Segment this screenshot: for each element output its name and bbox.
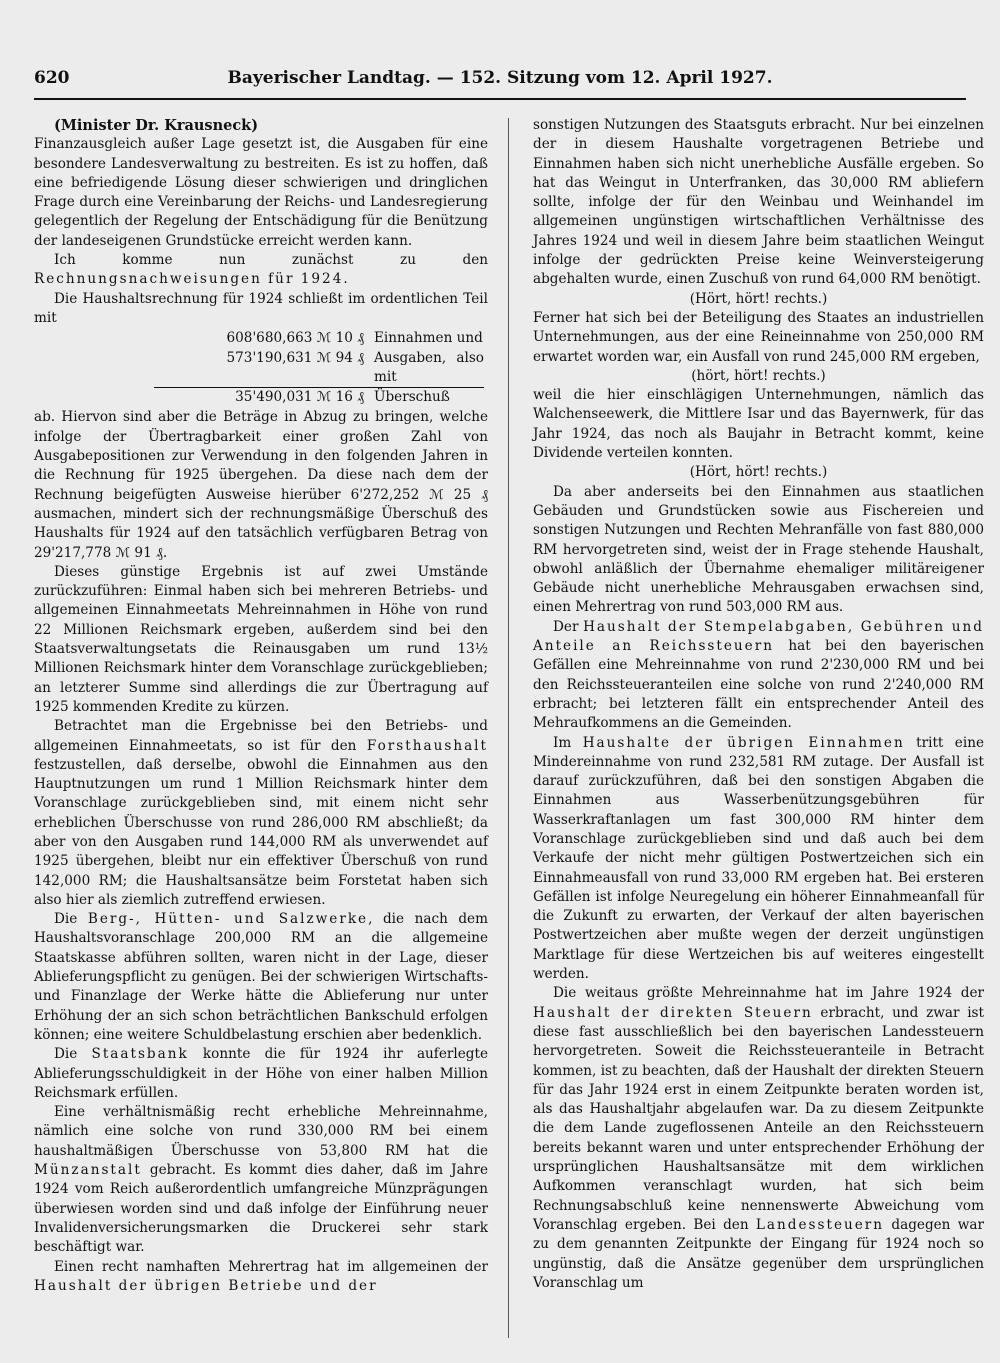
fin-label: Ausgaben, also mit <box>374 349 484 385</box>
spaced-heading: Haushalt der übrigen Betriebe und der <box>34 1277 378 1294</box>
fin-amount: 35'490,031 ℳ 16 ₰ <box>235 389 364 406</box>
fin-row <box>154 388 484 407</box>
paragraph <box>34 1258 488 1297</box>
text-run: Ich komme nun zunächst zu den <box>54 252 488 269</box>
page-number: 620 <box>34 68 70 88</box>
text-run: Der <box>553 618 584 635</box>
paragraph <box>34 1045 488 1103</box>
text-run: Die <box>54 911 88 928</box>
text-run: tritt eine Mindereinnahme von rund 232,581 RM zutage. Der Ausfall ist darauf zurückzuführen, daß bei den sonstigen Abgaben die Einnahmen aus Wasserbenützungsgebühren für Wasserkraftanlagen um fast 300,000 RM hinter dem Voranschlage zurückgeblieben sind und daß auch bei dem Verkaufe der nicht mehr gültigen Postwertzeichen sich ein Einnahmeausfall von rund 33,000 RM ergeben hat. Bei ersteren Gefällen ist infolge Neuregelung ein höherer Einnahmeanfall für die Zukunft zu erwarten, der Verkauf der alten bayerischen Postwertzeichen aber mußte wegen der derzeit ungünstigen Marktlage für diese Wertzeichen bis auf weiteres eingestellt werden. <box>533 734 984 983</box>
text-run: Betrachtet man die Ergebnisse bei den Betriebs- und allgemeinen Einnahmeetats, so ist für den <box>34 718 488 754</box>
header-title: Bayerischer Landtag. — 152. Sitzung vom 12. April 1927. <box>227 68 773 88</box>
text-run: gebracht. Es kommt dies daher, daß im Jahre 1924 vom Reich außerordentlich umfangreiche Münzprägungen überwiesen worden sind und daß infolge der Einführung neuer Invalidenversicherungsmarken die Druckerei sehr stark beschäftigt war. <box>34 1162 488 1256</box>
paragraph: Dieses günstige Ergebnis ist auf zwei Umstände zurückzuführen: Einmal haben sich bei mehreren Betriebs- und allgemeinen Einnahmeetats Mehreinnahmen in Höhe von rund 22 Millionen Reichsmark ergeben, außerdem sind bei den Staatsverwaltungsetats die Reinausgaben um rund 13½ Millionen Reichsmark hinter dem Voranschlage zurückgeblieben; an letzterer Summe sind allerdings die zur Übertragung auf 1925 kommenden Kredite zu kürzen. <box>34 563 488 715</box>
fin-row <box>154 349 484 389</box>
fin-label: Überschuß <box>374 389 450 406</box>
paragraph <box>34 910 488 1045</box>
spaced-heading: Münzanstalt <box>34 1162 142 1179</box>
spaced-heading: Haushalt der direkten Steuern <box>533 1004 813 1021</box>
text-run: Eine verhältnismäßig recht erhebliche Mehreinnahme, nämlich eine solche von rund 330,000 RM bei einem haushaltmäßigen Überschusse von 53,800 RM hat die <box>34 1104 488 1159</box>
fin-label: Einnahmen und <box>374 330 483 347</box>
paragraph <box>34 717 488 910</box>
paragraph: Die Haushaltsrechnung für 1924 schließt im ordentlichen Teil mit <box>34 290 488 326</box>
interjection: (Hört, hört! rechts.) <box>689 290 828 307</box>
right-column <box>533 116 984 1293</box>
text-run: hat bei den bayerischen Gefällen eine Mehreinnahme von rund 2'230,000 RM und bei den Reichssteueranteilen eine solche von rund 2'240,000 RM erbracht; bei letzteren fällt ein entsprechender Anteil des Mehraufkommens an die Gemeinden. <box>533 638 984 732</box>
paragraph <box>34 1103 488 1257</box>
fin-row <box>154 329 484 348</box>
paragraph <box>34 251 488 290</box>
text-run: konnte die für 1924 ihr auferlegte Ablieferungsschuldigkeit in der Höhe von einer halben Million Reichsmark erfüllen. <box>34 1046 488 1101</box>
text-run: erbracht, und zwar ist diese fast ausschließlich bei den bayerischen Landessteuern hervorgetreten. Soweit die Reichssteueranteile in Betracht kommen, ist zu beachten, daß der Haushalt der direkten Steuern für das Jahr 1924 erst in einem Zeitpunkte beraten worden ist, als das Haushaltjahr abgelaufen war. Da zu diesem Zeitpunkte die dem Lande zugeflossenen Anteile an den Reichssteuern bereits bekannt waren und unter entsprechender Erhöhung der ursprünglichen Haushaltsansätze mit dem wirklichen Aufkommen veranschlagt wurden, hat sich beim Rechnungsabschluß keine nennenswerte Abweichung vom Voranschlag ergeben. Bei den <box>533 1004 984 1233</box>
paragraph <box>533 984 984 1293</box>
text-run: Die weitaus größte Mehreinnahme hat im Jahre 1924 der <box>553 985 984 1002</box>
spaced-heading: Rechnungsnachweisungen für 1924. <box>34 271 350 288</box>
fin-amount: 608'680,663 ℳ 10 ₰ <box>226 330 364 347</box>
spaced-heading: Haushalte der übrigen Einnahmen <box>582 734 905 751</box>
text-run: , die nach dem Haushaltsvoranschlage 200,000 RM an die allgemeine Staatskasse abführen sollten, waren nicht in der Lage, dieser Ablieferungspflicht zu genügen. Bei der schwierigen Wirtschafts- und Finanzlage der Werke hätte die Ablieferung nur unter Erhöhung der an sich schon beträchtlichen Bankschuld erfolgen können; eine weitere Schuldbelastung erschien aber bedenklich. <box>34 911 488 1043</box>
spaced-heading: Haushalt der Stempelabgaben, Gebühren und Anteile an Reichssteuern <box>533 618 984 655</box>
paragraph <box>533 734 984 985</box>
paragraph: Finanzausgleich außer Lage gesetzt ist, die Ausgaben für eine besondere Landesverwaltung zu bestreiten. Es ist zu hoffen, daß eine befriedigende Lösung dieser schwierigen und dringlichen Frage durch eine Vereinbarung der Reichs- und Landesregierung gelegentlich der Regelung der Entschädigung für die Benützung der landeseigenen Grundstücke erreicht werden kann. <box>34 136 488 249</box>
paragraph: Da aber anderseits bei den Einnahmen aus staatlichen Gebäuden und Grundstücken sowie aus Fischereien und sonstigen Nutzungen und Rechten Mehranfälle von fast 880,000 RM hervorgetreten sind, weist der in Frage stehende Haushalt, obwohl anläßlich der Übernahme ehemaliger militäreigener Gebäude nicht unerhebliche Mehrausgaben erwachsen sind, einen Mehrertrag von rund 503,000 RM aus. <box>533 483 984 616</box>
fin-amount: 573'190,631 ℳ 94 ₰ <box>226 349 364 366</box>
interjection: (Hört, hört! rechts.) <box>689 464 828 481</box>
financial-summary <box>154 329 484 407</box>
column-divider <box>508 118 509 1338</box>
text-run: Einen recht namhaften Mehrertrag hat im allgemeinen der <box>54 1258 488 1275</box>
text-run: dagegen war zu dem genannten Zeitpunkte der Eingang für 1924 noch so ungünstig, daß die Ansätze gegenüber dem ursprünglichen Voranschlag um <box>533 1216 985 1291</box>
text-run: festzustellen, daß derselbe, obwohl die Einnahmen aus den Hauptnutzungen um rund 1 Million Reichsmark hinter dem Voranschlage zurückgeblieben sind, mit einem nicht sehr erheblichen Überschusse von rund 286,000 RM abschließt; da aber von den Ausgaben rund 144,000 RM als unverwendet auf 1925 übergehen, bleibt nur ein effektiver Überschuß von rund 142,000 RM; die Haushaltsansätze beim Forstetat haben sich also hier als ziemlich zutreffend erwiesen. <box>34 756 488 908</box>
spaced-heading: Landessteuern <box>755 1216 885 1233</box>
paragraph: weil die hier einschlägigen Unternehmungen, nämlich das Walchenseewerk, die Mittlere Isar und das Bayernwerk, für das Jahr 1924, das noch als Baujahr in Betracht kommt, keine Dividende verteilen konnten. <box>533 387 984 462</box>
text-run: Die <box>54 1046 92 1063</box>
spaced-heading: Forsthaushalt <box>366 737 488 754</box>
paragraph: Ferner hat sich bei der Beteiligung des Staates an industriellen Unternehmungen, aus der eine Reineinnahme von 250,000 RM erwartet worden war, ein Ausfall von rund 245,000 RM ergeben, <box>533 309 984 365</box>
paragraph: ab. Hiervon sind aber die Beträge in Abzug zu bringen, welche infolge der Übertragbarkeit einer großen Zahl von Ausgabepositionen zur Verwendung in den folgenden Jahren in die Rechnung für 1925 übergehen. Da diese nach dem der Rechnung beigefügten Ausweise hierüber 6'272,252 ℳ 25 ₰ ausmachen, mindert sich der rechnungsmäßige Überschuß des Haushalts für 1924 auf den tatsächlich verfügbaren Betrag von 29'217,778 ℳ 91 ₰. <box>34 409 488 561</box>
paragraph <box>533 618 984 734</box>
interjection: (hört, hört! rechts.) <box>691 367 826 384</box>
spaced-heading: Staatsbank <box>91 1046 189 1063</box>
paragraph: sonstigen Nutzungen des Staatsguts erbracht. Nur bei einzelnen der in diesem Haushalte vorgetragenen Betriebe und Einnahmen haben sich nicht unerhebliche Ausfälle ergeben. So hat das Weingut in Unterfranken, das 30,000 RM abliefern sollte, infolge der für den Weinbau und Weinhandel im allgemeinen ungünstigen wirtschaftlichen Verhältnisse des Jahres 1924 und weil in diesem Jahre beim staatlichen Weingut infolge der gedrückten Preise keine Weinversteigerung abgehalten wurde, einen Zuschuß von rund 64,000 RM benötigt. <box>533 117 984 288</box>
running-header <box>34 68 966 100</box>
spaced-heading: Berg-, Hütten- und Salzwerke <box>87 911 369 928</box>
left-column <box>34 116 488 1296</box>
text-run: Im <box>553 734 583 751</box>
speaker-label: (Minister Dr. Krausneck) <box>54 117 259 134</box>
